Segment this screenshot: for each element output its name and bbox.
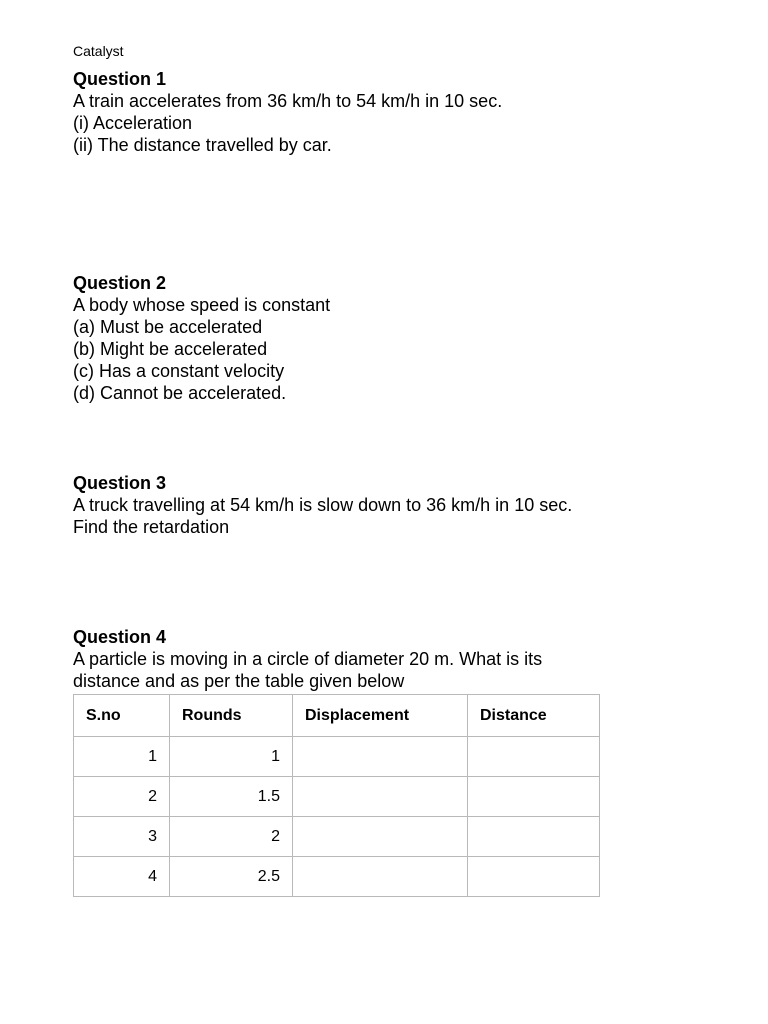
column-header-sno: S.no [74,695,170,737]
question-text: distance and as per the table given below [73,671,405,691]
column-header-displacement: Displacement [293,695,468,737]
table-row [74,777,600,817]
question-text: A train accelerates from 36 km/h to 54 km/h in 10 sec. [73,91,503,111]
cell-rounds: 1 [170,737,293,777]
cell-rounds: 2.5 [170,857,293,897]
question-option: (c) Has a constant velocity [73,361,285,381]
cell-sno: 1 [74,737,170,777]
question-title: Question 1 [73,69,167,89]
question-option: (d) Cannot be accelerated. [73,383,287,403]
question-text: Find the retardation [73,517,230,537]
table-row [74,737,600,777]
question-text: A body whose speed is constant [73,295,331,315]
question-option: (a) Must be accelerated [73,317,263,337]
question-title: Question 3 [73,473,167,493]
question-title: Question 4 [73,627,167,647]
question-part: (i) Acceleration [73,113,193,133]
table-header-row [74,695,600,737]
column-header-rounds: Rounds [170,695,293,737]
cell-displacement [293,857,468,897]
document-header: Catalyst [73,43,124,59]
question-text: A truck travelling at 54 km/h is slow down to 36 km/h in 10 sec. [73,495,573,515]
question-2 [73,272,713,404]
cell-sno: 2 [74,777,170,817]
cell-distance [468,857,600,897]
cell-distance [468,737,600,777]
cell-displacement [293,817,468,857]
question-4 [73,626,713,692]
question-3 [73,472,713,538]
column-header-distance: Distance [468,695,600,737]
question-text: A particle is moving in a circle of diameter 20 m. What is its [73,649,543,669]
cell-rounds: 1.5 [170,777,293,817]
cell-sno: 4 [74,857,170,897]
question-title: Question 2 [73,273,167,293]
question-1 [73,68,713,156]
table-row [74,857,600,897]
cell-rounds: 2 [170,817,293,857]
cell-distance [468,817,600,857]
rounds-table [73,694,600,897]
cell-sno: 3 [74,817,170,857]
question-part: (ii) The distance travelled by car. [73,135,332,155]
question-option: (b) Might be accelerated [73,339,268,359]
cell-distance [468,777,600,817]
cell-displacement [293,777,468,817]
table-row [74,817,600,857]
cell-displacement [293,737,468,777]
